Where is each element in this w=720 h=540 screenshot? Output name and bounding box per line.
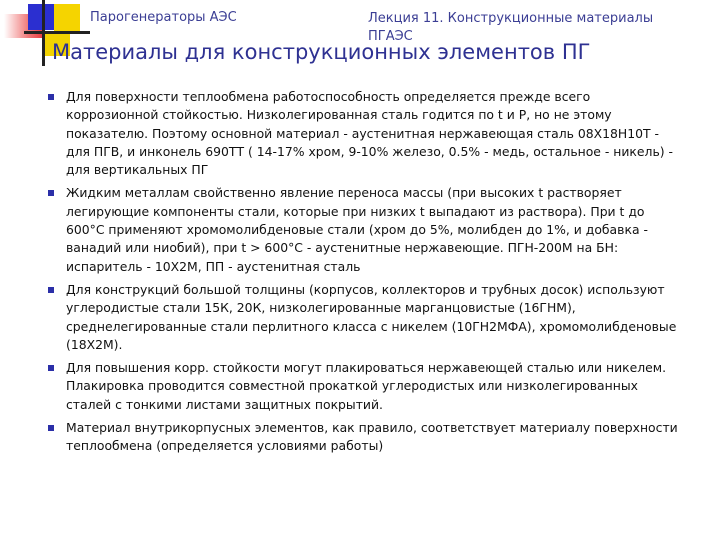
square-bullet-icon — [48, 94, 54, 100]
bullet-text: Для поверхности теплообмена работоспособность определяется прежде всего коррозионной стойкостью. Низколегированная сталь годится по t и P, но не этому показателю. Поэтому основной материал - аустенитная нержавеющая сталь 08Х18Н10Т - для ПГВ, и инконель 690ТТ ( 14-17% хром, 9-10% железо, 0.5% - медь, остальное - никель) - для вертикальных ПГ — [66, 89, 674, 178]
bullet-text: Жидким металлам свойственно явление переноса массы (при высоких t растворяет легирующие компоненты стали, которые при низких t выпадают из раствора). При t до 600°С применяют хромомолибденовые стали (хром до 5%, молибден до 1%, и добавка - ванадий или ниобий), при t > 600°С - аустенитные нержавеющие. ПГН-200М на БН: испаритель - 10Х2М, ПП - аустенитная сталь — [66, 185, 648, 274]
square-bullet-icon — [48, 287, 54, 293]
bullet-text: Материал внутрикорпусных элементов, как правило, соответствует материалу поверхности теплообмена (определяется условиями работы) — [66, 420, 678, 454]
bullet-item — [48, 88, 684, 179]
bullet-item — [48, 359, 684, 414]
logo-yellow-square — [54, 4, 80, 32]
bullet-list — [48, 88, 684, 461]
logo-blue-square — [28, 4, 54, 30]
bullet-item — [48, 184, 684, 275]
header-course: Парогенераторы АЭС — [90, 10, 237, 25]
bullet-text: Для повышения корр. стойкости могут плакироваться нержавеющей сталью или никелем. Плакировка проводится совместной прокаткой углеродистых или низколегированных сталей с тонкими листами защитных покрытий. — [66, 360, 667, 412]
slide-title: Материалы для конструкционных элементов ПГ — [52, 40, 591, 64]
square-bullet-icon — [48, 425, 54, 431]
logo-horizontal-line — [24, 31, 90, 34]
bullet-item — [48, 281, 684, 354]
header-lecture: Лекция 11. Конструкционные материалы ПГАЭС — [368, 11, 654, 44]
bullet-text: Для конструкций большой толщины (корпусов, коллекторов и трубных досок) используют углеродистые стали 15К, 20К, низколегированные марганцовистые (16ГНМ), среднелегированные стали перлитного класса с никелем (10ГН2МФА), хромомолибденовые (18Х2М). — [66, 281, 677, 352]
bullet-item — [48, 419, 684, 456]
square-bullet-icon — [48, 365, 54, 371]
logo-vertical-line — [42, 0, 45, 66]
square-bullet-icon — [48, 190, 54, 196]
